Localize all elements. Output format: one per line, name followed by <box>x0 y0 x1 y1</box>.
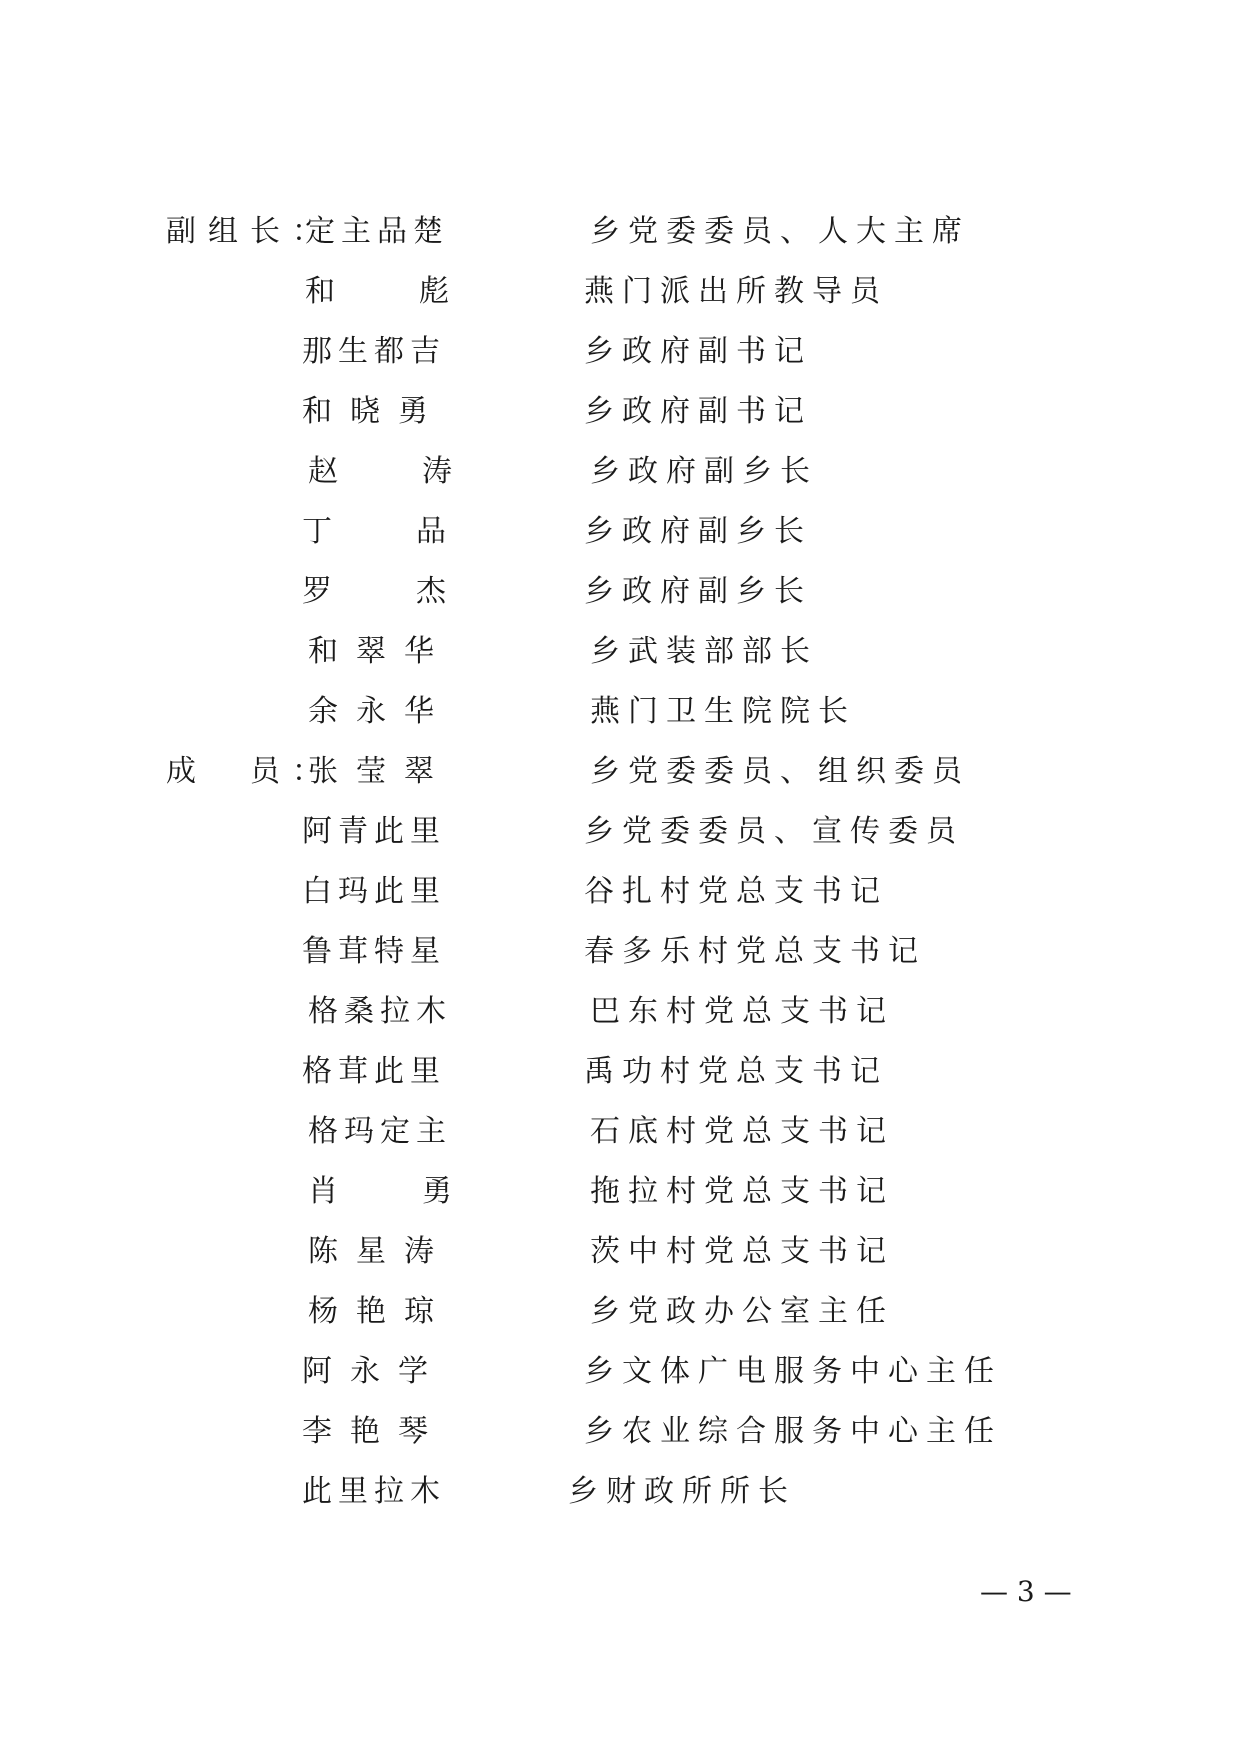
table-row <box>0 1342 1241 1402</box>
member-title: 乡文体广电服务中心主任 <box>584 1354 1002 1389</box>
table-row <box>0 202 1241 262</box>
member-title: 乡财政所所长 <box>568 1474 796 1509</box>
member-title: 燕门卫生院院长 <box>590 694 856 729</box>
member-name: 罗杰 <box>302 574 530 609</box>
table-row <box>0 922 1241 982</box>
member-name: 白玛此里 <box>302 874 446 909</box>
member-title: 乡政府副书记 <box>584 394 812 429</box>
member-name: 格茸此里 <box>302 1054 446 1089</box>
table-row <box>0 1102 1241 1162</box>
member-name: 张莹翠 <box>308 754 452 789</box>
table-row <box>0 1222 1241 1282</box>
table-row <box>0 562 1241 622</box>
member-title: 巴东村党总支书记 <box>590 994 894 1029</box>
table-row <box>0 982 1241 1042</box>
table-row <box>0 442 1241 502</box>
member-name: 和彪 <box>305 274 533 309</box>
table-row <box>0 1042 1241 1102</box>
member-title: 乡武装部部长 <box>590 634 818 669</box>
member-name: 阿青此里 <box>302 814 446 849</box>
member-name: 陈星涛 <box>308 1234 452 1269</box>
member-title: 燕门派出所教导员 <box>584 274 888 309</box>
member-name: 肖勇 <box>308 1174 536 1209</box>
member-name: 此里拉木 <box>302 1474 446 1509</box>
member-title: 茨中村党总支书记 <box>590 1234 894 1269</box>
member-name: 丁品 <box>302 514 530 549</box>
member-title: 乡农业综合服务中心主任 <box>584 1414 1002 1449</box>
table-row <box>0 742 1241 802</box>
member-name: 余永华 <box>308 694 452 729</box>
member-title: 乡党委委员、人大主席 <box>590 214 970 249</box>
table-row <box>0 262 1241 322</box>
member-title: 石底村党总支书记 <box>590 1114 894 1149</box>
member-title: 乡政府副书记 <box>584 334 812 369</box>
member-title: 乡党政办公室主任 <box>590 1294 894 1329</box>
member-name: 赵涛 <box>308 454 536 489</box>
table-row <box>0 322 1241 382</box>
member-name: 格玛定主 <box>308 1114 452 1149</box>
table-row <box>0 502 1241 562</box>
member-name: 格桑拉木 <box>308 994 452 1029</box>
table-row <box>0 682 1241 742</box>
table-row <box>0 622 1241 682</box>
table-row <box>0 1162 1241 1222</box>
member-title: 拖拉村党总支书记 <box>590 1174 894 1209</box>
member-title: 乡政府副乡长 <box>584 514 812 549</box>
table-row <box>0 862 1241 922</box>
table-row <box>0 802 1241 862</box>
member-name: 杨艳琼 <box>308 1294 452 1329</box>
member-title: 乡政府副乡长 <box>584 574 812 609</box>
member-name: 鲁茸特星 <box>302 934 446 969</box>
table-row <box>0 1402 1241 1462</box>
member-title: 乡党委委员、宣传委员 <box>584 814 964 849</box>
member-name: 李艳琴 <box>302 1414 446 1449</box>
member-name: 定主品楚 <box>305 214 449 249</box>
role-label: 成 员： <box>166 754 334 789</box>
table-row <box>0 382 1241 442</box>
member-name: 和翠华 <box>308 634 452 669</box>
role-label: 副组长： <box>166 214 334 249</box>
member-title: 禹功村党总支书记 <box>584 1054 888 1089</box>
member-title: 谷扎村党总支书记 <box>584 874 888 909</box>
member-name: 那生都吉 <box>302 334 446 369</box>
member-title: 春多乐村党总支书记 <box>584 934 926 969</box>
member-name: 阿永学 <box>302 1354 446 1389</box>
member-title: 乡党委委员、组织委员 <box>590 754 970 789</box>
member-name: 和晓勇 <box>302 394 446 429</box>
page-number: — 3 — <box>980 1575 1072 1608</box>
table-row <box>0 1462 1241 1522</box>
table-row <box>0 1282 1241 1342</box>
member-title: 乡政府副乡长 <box>590 454 818 489</box>
